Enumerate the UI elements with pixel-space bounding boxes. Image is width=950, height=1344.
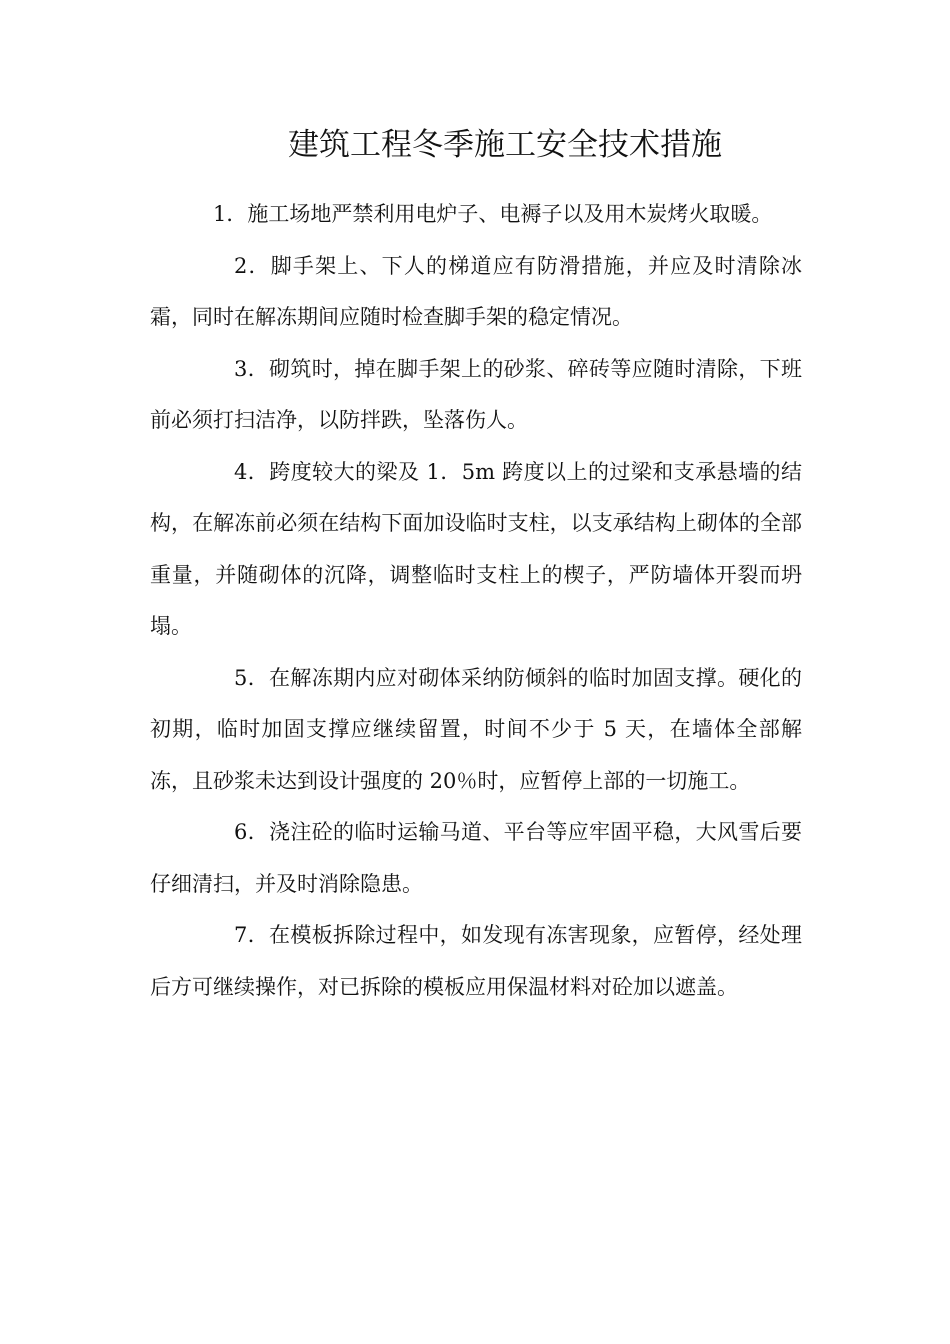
paragraph-3: 3．砌筑时，掉在脚手架上的砂浆、碎砖等应随时清除，下班前必须打扫洁净，以防拌跌，坠落伤人。 (150, 356, 802, 432)
paragraph-5: 5．在解冻期内应对砌体采纳防倾斜的临时加固支撑。硬化的初期，临时加固支撑应继续留置，时间不少于 5 天，在墙体全部解冻，且砂浆未达到设计强度的 20％时，应暂停上部的一切施工。 (150, 665, 802, 793)
document-title: 建筑工程冬季施工安全技术措施 (288, 127, 722, 163)
paragraph-1: 1．施工场地严禁利用电炉子、电褥子以及用木炭烤火取暖。 (213, 202, 773, 226)
paragraph-2: 2．脚手架上、下人的梯道应有防滑措施，并应及时清除冰霜，同时在解冻期间应随时检查脚手架的稳定情况。 (150, 253, 802, 329)
paragraph-7: 7．在模板拆除过程中，如发现有冻害现象，应暂停，经处理后方可继续操作，对已拆除的模板应用保温材料对砼加以遮盖。 (150, 923, 802, 999)
paragraph-6: 6．浇注砼的临时运输马道、平台等应牢固平稳，大风雪后要仔细清扫，并及时消除隐患。 (150, 820, 802, 896)
paragraph-4: 4．跨度较大的梁及 1．5m 跨度以上的过梁和支承悬墙的结构，在解冻前必须在结构下面加设临时支柱，以支承结构上砌体的全部重量，并随砌体的沉降，调整临时支柱上的楔子，严防墙体开裂而坍塌。 (150, 459, 802, 638)
document-body (150, 189, 802, 1013)
